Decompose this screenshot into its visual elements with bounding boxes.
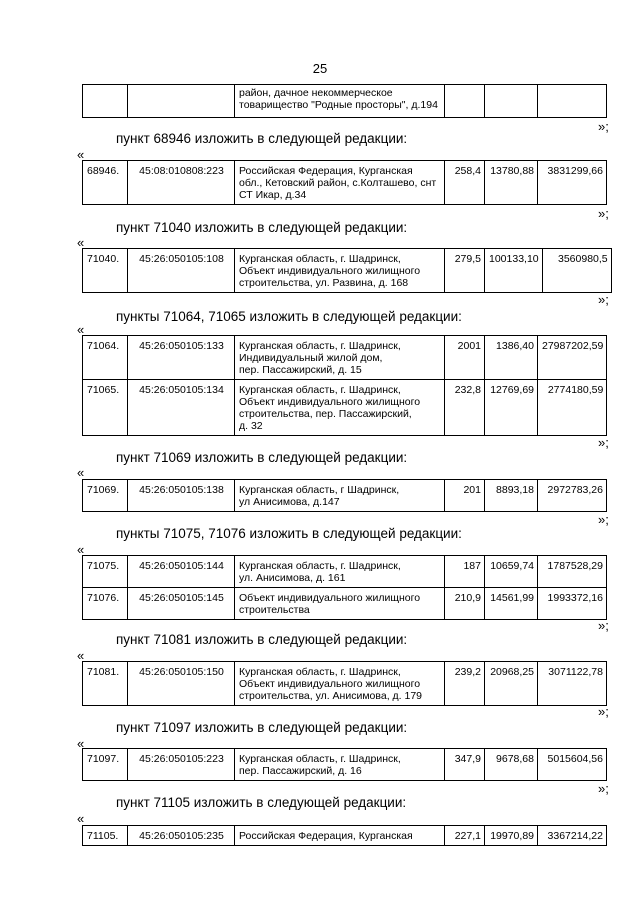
property-table (82, 248, 612, 293)
cell-specific-value: 20968,25 (485, 662, 538, 706)
cell-address (235, 380, 445, 436)
quote-open: « (77, 736, 85, 751)
cell-cadastral-value: 2972783,26 (538, 480, 607, 512)
address-line: район, дачное некоммерческое (239, 87, 393, 99)
quote-close: »; (598, 119, 609, 134)
cell-cadastral-value: 1787528,29 (538, 556, 607, 588)
table-row (83, 249, 612, 293)
cell-address (235, 249, 445, 293)
cell-number: 71097. (83, 749, 128, 781)
cell-address (235, 480, 445, 512)
address-line: обл., Кетовский район, с.Колташево, снт (239, 177, 437, 189)
cell-address (235, 336, 445, 380)
table-row (83, 336, 607, 380)
section-heading: пункт 71105 изложить в следующей редакции: (116, 795, 407, 810)
cell-number: 71076. (83, 588, 128, 620)
cell-specific-value: 12769,69 (485, 380, 538, 436)
cell-cadastral: 45:26:050105:133 (128, 336, 235, 380)
cell-cadastral (128, 85, 235, 118)
address-line: Курганская область, г. Шадринск, (239, 340, 401, 352)
cell-specific-value: 19970,89 (485, 826, 538, 846)
cell-specific-value: 13780,88 (485, 161, 538, 205)
property-table (82, 555, 607, 620)
cell-area: 258,4 (445, 161, 485, 205)
cell-cadastral-value: 3831299,66 (538, 161, 607, 205)
address-line: Индивидуальный жилой дом, (239, 352, 383, 364)
quote-close: »; (598, 292, 609, 307)
cell-area: 2001 (445, 336, 485, 380)
quote-close: »; (598, 618, 609, 633)
cell-address (235, 161, 445, 205)
property-table (82, 748, 607, 781)
cell-specific-value: 1386,40 (485, 336, 538, 380)
cell-cadastral: 45:26:050105:144 (128, 556, 235, 588)
address-line: Курганская область, г. Шадринск, (239, 753, 401, 765)
cell-specific-value: 14561,99 (485, 588, 538, 620)
section-heading: пункт 71097 изложить в следующей редакции: (116, 720, 408, 735)
property-table (82, 160, 607, 205)
quote-open: « (77, 465, 85, 480)
cell-number: 71065. (83, 380, 128, 436)
table-row (83, 85, 607, 118)
cell-specific-value: 10659,74 (485, 556, 538, 588)
quote-open: « (77, 648, 85, 663)
cell-cadastral-value: 3560980,5 (542, 249, 611, 293)
cell-address (235, 749, 445, 781)
address-line: Курганская область, г. Шадринск, (239, 666, 401, 678)
cell-area: 227,1 (445, 826, 485, 846)
address-line: Российская Федерация, Курганская (239, 165, 413, 177)
cell-cadastral-value: 1993372,16 (538, 588, 607, 620)
address-line: строительства, ул. Развина, д. 168 (239, 277, 409, 289)
address-line: Курганская область, г. Шадринск, (239, 253, 401, 265)
quote-open: « (77, 322, 85, 337)
section-heading: пункт 68946 изложить в следующей редакции: (116, 131, 408, 146)
cell-number: 71081. (83, 662, 128, 706)
cell-cadastral: 45:26:050105:223 (128, 749, 235, 781)
cell-cadastral-value: 3367214,22 (538, 826, 607, 846)
cell-area: 232,8 (445, 380, 485, 436)
property-table (82, 825, 607, 846)
section-heading: пункты 71075, 71076 изложить в следующей редакции: (116, 526, 462, 541)
address-line: Объект индивидуального жилищного (239, 396, 421, 408)
cell-address (235, 588, 445, 620)
cell-area: 279,5 (445, 249, 485, 293)
property-table (82, 335, 607, 436)
cell-cadastral-value: 3071122,78 (538, 662, 607, 706)
cell-specific-value: 8893,18 (485, 480, 538, 512)
address-line: пер. Пассажирский, д. 16 (239, 765, 362, 777)
table-row (83, 588, 607, 620)
address-line: строительства (239, 604, 310, 616)
cell-number: 68946. (83, 161, 128, 205)
cell-number: 71105. (83, 826, 128, 846)
address-line: строительства, пер. Пассажирский, (239, 408, 412, 420)
address-line: Объект индивидуального жилищного (239, 592, 421, 604)
cell-area: 239,2 (445, 662, 485, 706)
quote-close: »; (598, 206, 609, 221)
address-line: ул. Анисимова, д. 161 (239, 572, 346, 584)
quote-close: »; (598, 512, 609, 527)
address-line: Объект индивидуального жилищного (239, 265, 421, 277)
table-row (83, 556, 607, 588)
table-row (83, 161, 607, 205)
continuation-table (82, 84, 607, 118)
cell-specific-value (485, 85, 538, 118)
address-line: Курганская область, г. Шадринск, (239, 384, 401, 396)
cell-area: 201 (445, 480, 485, 512)
section-heading: пункт 71081 изложить в следующей редакции: (116, 632, 408, 647)
cell-area: 347,9 (445, 749, 485, 781)
cell-area (445, 85, 485, 118)
address-line: ул Анисимова, д.147 (239, 496, 340, 508)
section-heading: пункты 71064, 71065 изложить в следующей редакции: (116, 309, 462, 324)
cell-address (235, 556, 445, 588)
table-row (83, 826, 607, 846)
section-heading: пункт 71069 изложить в следующей редакции: (116, 450, 408, 465)
address-line: д. 32 (239, 420, 263, 432)
quote-close: »; (598, 781, 609, 796)
cell-cadastral: 45:08:010808:223 (128, 161, 235, 205)
table-row (83, 480, 607, 512)
cell-number: 71075. (83, 556, 128, 588)
address-line: Объект индивидуального жилищного (239, 678, 421, 690)
cell-number: 71064. (83, 336, 128, 380)
address-line: пер. Пассажирский, д. 15 (239, 364, 362, 376)
address-line: Курганская область, г. Шадринск, (239, 560, 401, 572)
cell-number: 71069. (83, 480, 128, 512)
cell-address (235, 826, 445, 846)
cell-cadastral-value: 27987202,59 (538, 336, 607, 380)
cell-number (83, 85, 128, 118)
section-heading: пункт 71040 изложить в следующей редакции: (116, 220, 408, 235)
address-line: СТ Икар, д.34 (239, 189, 307, 201)
table-row (83, 662, 607, 706)
cell-cadastral: 45:26:050105:108 (128, 249, 235, 293)
address-line: товарищество "Родные просторы", д.194 (239, 99, 438, 111)
table-row (83, 749, 607, 781)
property-table (82, 479, 607, 512)
cell-cadastral: 45:26:050105:150 (128, 662, 235, 706)
cell-number: 71040. (83, 249, 128, 293)
cell-cadastral-value (538, 85, 607, 118)
cell-cadastral-value: 2774180,59 (538, 380, 607, 436)
cell-area: 210,9 (445, 588, 485, 620)
property-table (82, 661, 607, 706)
cell-address (235, 85, 445, 118)
cell-specific-value: 100133,10 (485, 249, 543, 293)
cell-cadastral: 45:26:050105:235 (128, 826, 235, 846)
cell-cadastral: 45:26:050105:138 (128, 480, 235, 512)
page-number: 25 (312, 61, 328, 76)
cell-cadastral: 45:26:050105:145 (128, 588, 235, 620)
cell-cadastral-value: 5015604,56 (538, 749, 607, 781)
cell-cadastral: 45:26:050105:134 (128, 380, 235, 436)
cell-address (235, 662, 445, 706)
cell-specific-value: 9678,68 (485, 749, 538, 781)
cell-area: 187 (445, 556, 485, 588)
address-line: строительства, ул. Анисимова, д. 179 (239, 690, 423, 702)
address-line: Российская Федерация, Курганская (239, 830, 413, 842)
quote-open: « (77, 542, 85, 557)
address-line: Курганская область, г Шадринск, (239, 484, 400, 496)
quote-close: »; (598, 435, 609, 450)
quote-close: »; (598, 704, 609, 719)
quote-open: « (77, 811, 85, 826)
quote-open: « (77, 147, 85, 162)
quote-open: « (77, 235, 85, 250)
table-row (83, 380, 607, 436)
